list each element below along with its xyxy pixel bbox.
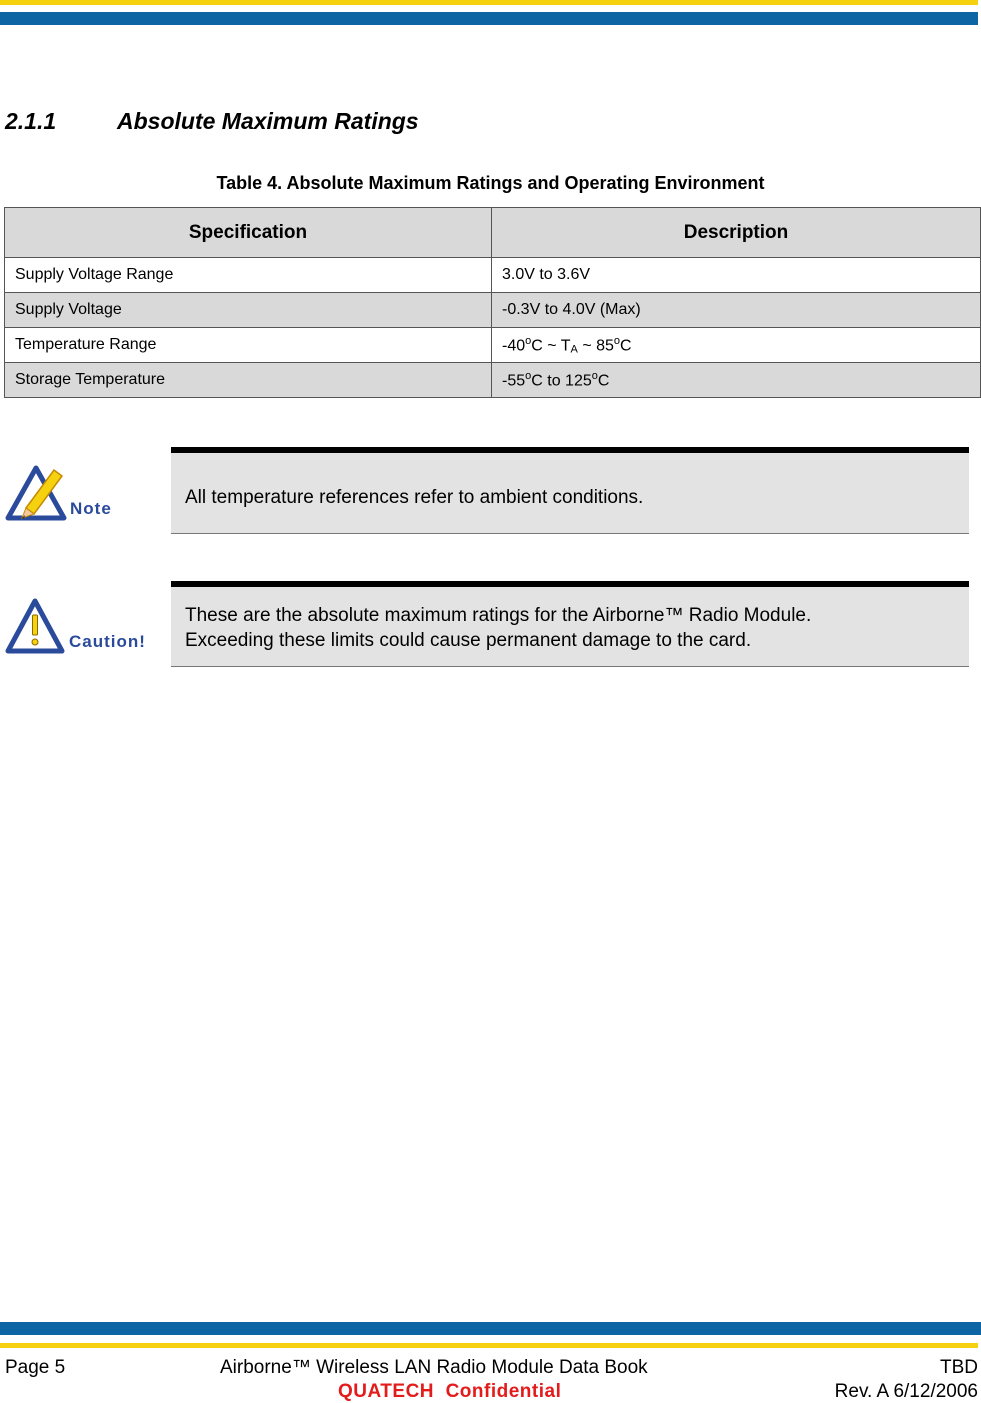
caution-warning-icon (4, 597, 70, 662)
note-label: Note (70, 499, 112, 518)
header-yellow-band (0, 0, 978, 5)
footer-confidential: QUATECH Confidential (338, 1381, 562, 1402)
table-row (5, 258, 981, 293)
table-row (5, 363, 981, 398)
caution-label: Caution! (69, 632, 146, 651)
footer-doc-title: Airborne™ Wireless LAN Radio Module Data Book (220, 1357, 648, 1378)
caution-text-line-1: These are the absolute maximum ratings for the Airborne™ Radio Module. (185, 605, 812, 626)
header-description: Description (492, 208, 981, 258)
header-blue-band (0, 12, 978, 25)
desc-cell: -55$^o$C to 125$^o$C (492, 363, 981, 398)
table-header-row (5, 208, 981, 258)
desc-cell: -40$^o$C ~ $T_A$ ~ 85$^o$C (492, 328, 981, 363)
desc-cell: -0.3V to 4.0V (Max) (492, 293, 981, 328)
caution-text-line-2: Exceeding these limits could cause permanent damage to the card. (185, 630, 752, 651)
desc-cell: 3.0V to 3.6V (492, 258, 981, 293)
note-text: All temperature references refer to ambient conditions. (185, 487, 644, 508)
section-number: 2.1.1 (5, 108, 57, 134)
footer-tbd: TBD (940, 1357, 978, 1378)
spec-cell: Supply Voltage (5, 293, 492, 328)
table-row (5, 293, 981, 328)
note-pencil-icon (4, 462, 74, 529)
note-callout (171, 447, 969, 534)
footer-page-number: Page 5 (5, 1357, 66, 1378)
footer-revision: Rev. A 6/12/2006 (834, 1381, 978, 1402)
spec-cell: Storage Temperature (5, 363, 492, 398)
header-specification: Specification (5, 208, 492, 258)
ratings-table (4, 207, 981, 398)
section-title: Absolute Maximum Ratings (117, 108, 419, 134)
footer-yellow-band (0, 1343, 978, 1348)
table-caption: Table 4. Absolute Maximum Ratings and Operating Environment (216, 173, 765, 193)
spec-cell: Temperature Range (5, 328, 492, 363)
spec-cell: Supply Voltage Range (5, 258, 492, 293)
footer-blue-band (0, 1322, 981, 1335)
caution-callout (171, 581, 969, 667)
section-heading (5, 108, 419, 135)
table-row (5, 328, 981, 363)
